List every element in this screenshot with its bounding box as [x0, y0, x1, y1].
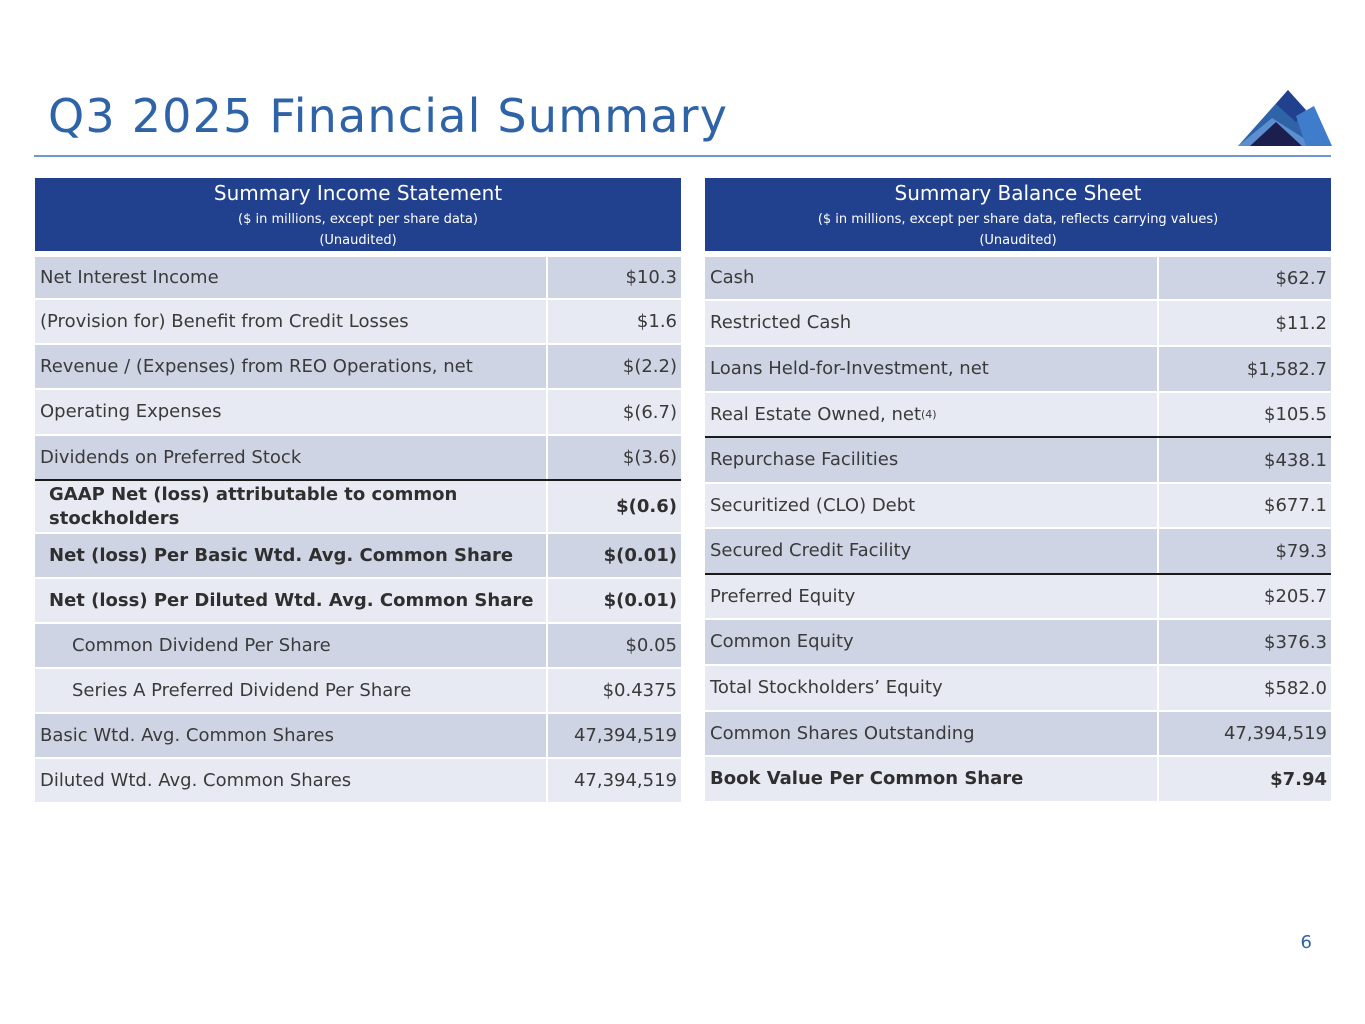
row-label: Common Dividend Per Share — [72, 634, 331, 656]
row-label: Repurchase Facilities — [710, 449, 899, 470]
row-label-text: Real Estate Owned, net — [710, 403, 921, 425]
row-value: $0.4375 — [546, 669, 681, 712]
table-row — [705, 710, 1331, 755]
row-value: 47,394,519 — [546, 714, 681, 757]
row-label: Common Shares Outstanding — [710, 722, 975, 744]
row-label: Net Interest Income — [40, 266, 219, 288]
row-label: Total Stockholders’ Equity — [710, 677, 943, 698]
row-value: $0.05 — [546, 624, 681, 667]
row-value: $438.1 — [1157, 438, 1331, 482]
row-label: Loans Held-for-Investment, net — [710, 358, 989, 379]
row-value: $11.2 — [1157, 301, 1331, 345]
row-label: Operating Expenses — [40, 401, 222, 422]
row-value: $(0.6) — [546, 481, 681, 532]
table-row — [35, 577, 681, 622]
row-value: $(0.01) — [546, 534, 681, 577]
row-label: Common Equity — [710, 631, 854, 652]
table-row — [35, 622, 681, 667]
income-statement-table — [35, 178, 681, 802]
mountain-logo-icon — [1236, 88, 1332, 148]
income-statement-header — [35, 178, 681, 251]
row-label: (Provision for) Benefit from Credit Losses — [40, 310, 409, 332]
row-value: $(0.01) — [546, 579, 681, 622]
page-title: Q3 2025 Financial Summary — [48, 89, 729, 143]
row-label: Revenue / (Expenses) from REO Operations, net — [40, 355, 473, 377]
row-value: 47,394,519 — [1157, 712, 1331, 755]
balance-sheet-header — [705, 178, 1331, 251]
row-value: $105.5 — [1157, 393, 1331, 436]
row-value: $376.3 — [1157, 620, 1331, 664]
table-row — [705, 436, 1331, 482]
table-row — [35, 251, 681, 298]
income-statement-subtitle: ($ in millions, except per share data) — [238, 212, 478, 227]
row-label: Book Value Per Common Share — [710, 768, 1024, 789]
row-label: GAAP Net (loss) attributable to common stockholders — [49, 483, 458, 529]
table-row — [705, 299, 1331, 345]
table-row — [35, 667, 681, 712]
table-row — [705, 527, 1331, 573]
row-value: 47,394,519 — [546, 759, 681, 802]
row-value: $(3.6) — [546, 436, 681, 479]
table-row — [705, 251, 1331, 299]
table-row — [705, 391, 1331, 436]
row-value: $677.1 — [1157, 484, 1331, 527]
income-statement-note: (Unaudited) — [319, 233, 397, 248]
table-row — [705, 755, 1331, 801]
table-row — [35, 712, 681, 757]
table-row — [35, 532, 681, 577]
row-label: Diluted Wtd. Avg. Common Shares — [40, 769, 352, 791]
row-label: Real Estate Owned, net (4) — [710, 403, 937, 425]
row-label: Dividends on Preferred Stock — [40, 446, 302, 468]
row-value: $1,582.7 — [1157, 347, 1331, 391]
balance-sheet-table — [705, 178, 1331, 801]
table-row — [35, 388, 681, 434]
table-row — [35, 343, 681, 388]
row-value: $62.7 — [1157, 257, 1331, 299]
row-label: Cash — [710, 267, 755, 288]
row-label: Preferred Equity — [710, 585, 856, 607]
title-divider — [34, 155, 1331, 157]
row-value: $582.0 — [1157, 666, 1331, 710]
row-label: Restricted Cash — [710, 312, 852, 333]
table-row — [35, 434, 681, 479]
row-value: $7.94 — [1157, 757, 1331, 801]
row-value: $(2.2) — [546, 345, 681, 388]
balance-sheet-note: (Unaudited) — [979, 233, 1057, 248]
row-value: $205.7 — [1157, 575, 1331, 618]
table-row — [705, 482, 1331, 527]
table-row — [35, 298, 681, 343]
table-row — [705, 618, 1331, 664]
row-label: Securitized (CLO) Debt — [710, 494, 916, 516]
table-row — [35, 757, 681, 802]
row-value: $1.6 — [546, 300, 681, 343]
balance-sheet-subtitle: ($ in millions, except per share data, reflects carrying values) — [817, 212, 1219, 227]
row-value: $79.3 — [1157, 529, 1331, 573]
table-row — [705, 664, 1331, 710]
row-label: Net (loss) Per Basic Wtd. Avg. Common Share — [49, 544, 514, 566]
table-row — [705, 573, 1331, 618]
table-row — [35, 479, 681, 532]
income-statement-title: Summary Income Statement — [213, 181, 503, 205]
row-value: $(6.7) — [546, 390, 681, 434]
row-value: $10.3 — [546, 257, 681, 298]
row-label: Series A Preferred Dividend Per Share — [72, 679, 412, 701]
row-label: Net (loss) Per Diluted Wtd. Avg. Common Share — [49, 589, 534, 611]
table-row — [705, 345, 1331, 391]
balance-sheet-title: Summary Balance Sheet — [894, 181, 1142, 205]
row-label: Basic Wtd. Avg. Common Shares — [40, 724, 334, 746]
page-number: 6 — [1300, 932, 1312, 953]
row-label: Secured Credit Facility — [710, 540, 912, 561]
